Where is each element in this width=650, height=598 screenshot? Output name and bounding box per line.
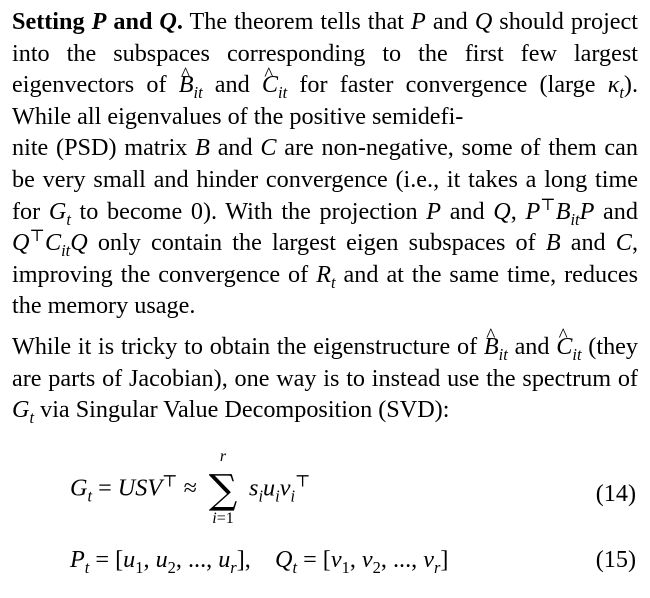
- run-in-heading: Setting P and Q.: [12, 8, 183, 35]
- equation-14-body: $G_t = USV^⊤$ ≈ r ∑ i=1 $s_iu_iv_i^⊤$: [70, 448, 311, 527]
- document-page: [12, 6, 638, 426]
- paragraph-svd-intro: While it is tricky to obtain the eigenstructure of ^ $B_{it}$ and ^ $C_{it}$ (they are parts of Jacobian), one way is to instead use the spectrum of $G_t$ via Singular Value Decomposition (SVD):: [12, 331, 638, 426]
- summation-symbol: r ∑ i=1: [208, 448, 238, 527]
- paragraph-setting-p-and-q: Setting P and Q. The theorem tells that P and Q should project into the subspaces corresponding to the first few largest eigenvectors of ^ $B_{it}$ and ^ $C_{it}$ for faster convergence (large $\kappa_t$). While all eigenvalues of the positive semidefi- nite (PSD) matrix B and C are non-negative, some of them can be very small and hinder convergence (i.e., it takes a long time for $G_t$ to become 0). With the projection P and Q, $P^⊤B_{it}P$ and $Q^⊤C_{it}Q$ only contain the largest eigen subspaces of B and C, improving the convergence of $R_t$ and at the same time, reduces the memory usage.: [12, 6, 638, 322]
- equation-15-body: $P_t = [u_1$, $u_2$, ..., $u_r$], $Q_t = [v_1$, $v_2$, ..., $v_r$]: [70, 546, 449, 577]
- equation-14-number: (14): [595, 480, 636, 507]
- equation-15-number: (15): [595, 546, 636, 573]
